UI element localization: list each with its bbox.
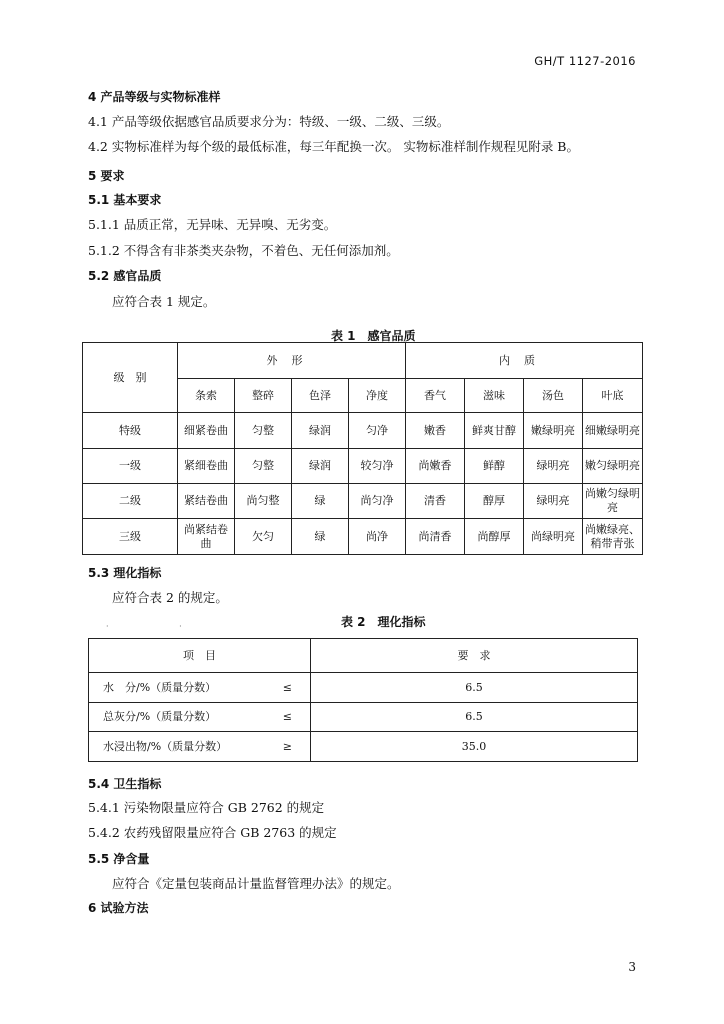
section-4-title: 4 产品等级与实物标准样 [88,90,221,104]
section-6-title: 6 试验方法 [88,901,149,915]
table-cell: 醇厚 [465,484,524,519]
standard-code: GH/T 1127-2016 [534,54,636,68]
table2-caption: 表 2 理化指标 [341,615,426,629]
item-label: 总灰分/%（质量分数） [103,710,217,723]
table-cell: 细嫩绿明亮 [583,413,643,449]
column-header: 整碎 [235,379,292,413]
table-cell: 嫩绿明亮 [524,413,583,449]
table-cell: 匀整 [235,413,292,449]
item-cell [89,732,311,762]
table-cell: 尚紧结卷曲 [178,519,235,555]
appearance-group-header: 外形 [178,343,406,379]
clause-5-4-1: 5.4.1 污染物限量应符合 GB 2762 的规定 [88,800,325,815]
clause-4-2: 4.2 实物标准样为每个级的最低标准，每三年配换一次。 实物标准样制作规程见附录 B。 [88,139,579,154]
table-cell: 鲜醇 [465,449,524,484]
column-header: 叶底 [583,379,643,413]
clause-5-2-text: 应符合表 1 规定。 [112,294,216,309]
table-cell: 尚嫩匀绿明亮 [583,484,643,519]
intrinsic-group-header: 内质 [406,343,643,379]
table-cell: 尚嫩香 [406,449,465,484]
comparison-symbol: ≥ [282,739,292,753]
column-header: 条索 [178,379,235,413]
clause-5-1-title: 5.1 基本要求 [88,193,162,207]
clause-5-3-text: 应符合表 2 的规定。 [112,590,228,605]
clause-4-1: 4.1 产品等级依据感官品质要求分为：特级、一级、二级、三级。 [88,114,450,129]
table-cell: 尚净 [349,519,406,555]
stray-marks: · · [106,622,216,631]
column-header: 滋味 [465,379,524,413]
comparison-symbol: ≤ [282,710,292,723]
clause-5-5-text: 应符合《定量包装商品计量监督管理办法》的规定。 [112,876,400,891]
table-row [83,449,643,484]
sensory-quality-table [82,342,643,555]
table-cell: 匀净 [349,413,406,449]
table-cell: 尚醇厚 [465,519,524,555]
comparison-symbol: ≤ [282,680,292,694]
item-header: 项 目 [89,639,311,673]
table-cell: 清香 [406,484,465,519]
value-cell: 6.5 [311,673,638,703]
table-cell: 尚清香 [406,519,465,555]
clause-5-5-title: 5.5 净含量 [88,852,150,866]
clause-5-2-title: 5.2 感官品质 [88,269,162,283]
grade-cell: 二级 [83,484,178,519]
table-cell: 嫩香 [406,413,465,449]
table-row [89,732,638,762]
table-cell: 尚匀净 [349,484,406,519]
clause-5-4-title: 5.4 卫生指标 [88,777,162,791]
grade-cell: 三级 [83,519,178,555]
item-label: 水浸出物/%（质量分数） [103,739,228,753]
clause-5-4-2: 5.4.2 农药残留限量应符合 GB 2763 的规定 [88,825,337,840]
table1-caption: 表 1 感官品质 [331,329,416,343]
physicochemical-table [88,638,638,762]
page-number: 3 [628,960,636,974]
table-cell: 尚绿明亮 [524,519,583,555]
grade-header: 级 别 [83,343,178,413]
table-cell: 欠匀 [235,519,292,555]
value-cell: 35.0 [311,732,638,762]
table-cell: 绿 [292,519,349,555]
table-cell: 绿润 [292,413,349,449]
table-row [89,703,638,732]
table-cell: 尚匀整 [235,484,292,519]
item-cell [89,673,311,703]
table-row [89,673,638,703]
table-row [83,519,643,555]
table-cell: 紧细卷曲 [178,449,235,484]
value-cell: 6.5 [311,703,638,732]
column-header: 香气 [406,379,465,413]
column-header: 色泽 [292,379,349,413]
item-cell [89,703,311,732]
item-label: 水 分/%（质量分数） [103,680,217,694]
table-cell: 嫩匀绿明亮 [583,449,643,484]
grade-cell: 一级 [83,449,178,484]
table-cell: 绿明亮 [524,484,583,519]
table-cell: 绿润 [292,449,349,484]
table-cell: 绿 [292,484,349,519]
table-cell: 绿明亮 [524,449,583,484]
column-header: 净度 [349,379,406,413]
table-cell: 较匀净 [349,449,406,484]
table-cell: 鲜爽甘醇 [465,413,524,449]
grade-cell: 特级 [83,413,178,449]
section-5-title: 5 要求 [88,169,125,183]
table-cell: 匀整 [235,449,292,484]
clause-5-1-2: 5.1.2 不得含有非茶类夹杂物，不着色、无任何添加剂。 [88,243,399,258]
clause-5-1-1: 5.1.1 品质正常，无异味、无异嗅、无劣变。 [88,217,337,232]
requirement-header: 要 求 [311,639,638,673]
table-row [83,484,643,519]
table-cell: 紧结卷曲 [178,484,235,519]
column-header: 汤色 [524,379,583,413]
table-cell: 细紧卷曲 [178,413,235,449]
table-row [83,413,643,449]
table-cell: 尚嫩绿亮、稍带青张 [583,519,643,555]
clause-5-3-title: 5.3 理化指标 [88,566,162,580]
